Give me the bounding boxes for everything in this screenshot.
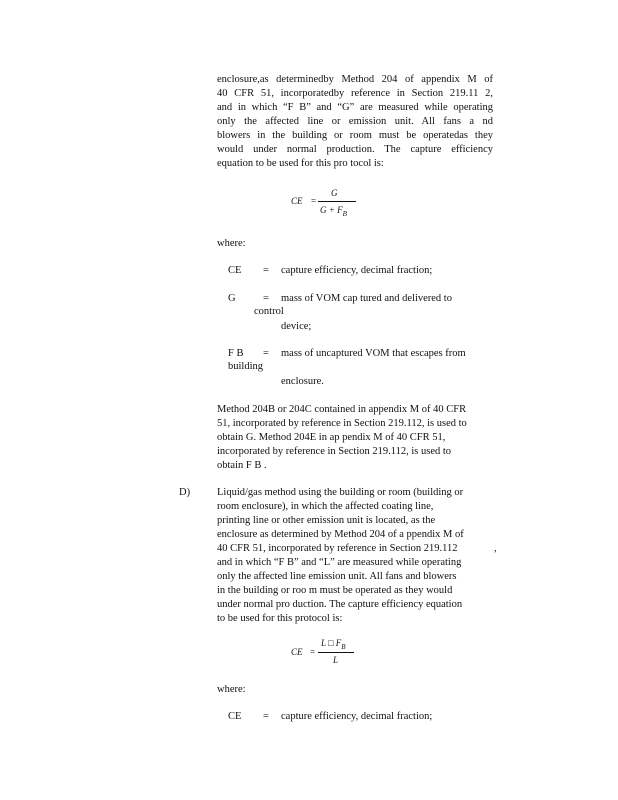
- definition-equals: =: [263, 265, 269, 276]
- text-line: Method 204B or 204C contained in appendix M of 40 CFR: [217, 404, 467, 415]
- definition-symbol: CE: [228, 265, 242, 276]
- definition-symbol: F B: [228, 348, 244, 359]
- equation-equals: =: [311, 196, 317, 206]
- definition-text: mass of VOM cap tured and delivered to: [281, 293, 452, 304]
- equation-numerator: G: [331, 188, 338, 198]
- text-line: blowers in the building or room must be operatedas they: [217, 130, 493, 141]
- definition-continuation: device;: [281, 321, 312, 332]
- definition-continuation: control: [254, 306, 284, 317]
- definition-text: capture efficiency, decimal fraction;: [281, 711, 433, 722]
- where-label: where:: [217, 684, 246, 695]
- text-line: enclosure as determined by Method 204 of a ppendix M of: [217, 529, 464, 540]
- text-line: enclosure,as determinedby Method 204 of appendix M of: [217, 74, 493, 85]
- fraction-bar: [318, 201, 356, 202]
- equation-denominator: L: [333, 655, 339, 665]
- text-line: obtain G. Method 204E in ap pendix M of 40 CFR 51,: [217, 432, 446, 443]
- text-line: only the affected line or emission unit. All fans a nd: [217, 116, 493, 127]
- text-line: would under normal production. The capture efficiency: [217, 144, 493, 155]
- text-line: to be used for this protocol is:: [217, 613, 343, 624]
- definition-text: capture efficiency, decimal fraction;: [281, 265, 433, 276]
- text-line: and in which “F B” and “L” are measured while operating: [217, 557, 462, 568]
- definition-text: mass of uncaptured VOM that escapes from: [281, 348, 466, 359]
- item-label: D): [179, 487, 191, 498]
- equation-numerator: L □ $F_B$: [321, 638, 346, 651]
- equation-denominator: $G + F_B$: [320, 205, 347, 218]
- stray-comma: ,: [494, 543, 497, 554]
- definition-symbol: G: [228, 293, 236, 304]
- text-line: and in which “F B” and “G” are measured while operating: [217, 102, 493, 113]
- text-line: under normal pro duction. The capture efficiency equation: [217, 599, 463, 610]
- fraction-bar: [318, 652, 354, 653]
- text-line: 40 CFR 51, incorporatedby reference in Section 219.11 2,: [217, 88, 493, 99]
- definition-equals: =: [263, 348, 269, 359]
- text-line: printing line or other emission unit is located, as the: [217, 515, 436, 526]
- definition-symbol: CE: [228, 711, 242, 722]
- text-line: incorporated by reference in Section 219.112, is used to: [217, 446, 452, 457]
- text-line: 40 CFR 51, incorporated by reference in Section 219.112: [217, 543, 458, 554]
- text-line: room enclosure), in which the affected coating line,: [217, 501, 434, 512]
- equation-lhs: CE: [291, 196, 303, 206]
- where-label: where:: [217, 238, 246, 249]
- equation-equals: =: [310, 647, 316, 657]
- definition-equals: =: [263, 711, 269, 722]
- text-line: only the affected line emission unit. All fans and blowers: [217, 571, 457, 582]
- equation-lhs: CE: [291, 647, 303, 657]
- text-line: equation to be used for this pro tocol is:: [217, 158, 384, 169]
- definition-continuation: building: [228, 361, 264, 372]
- text-line: in the building or roo m must be operated as they would: [217, 585, 453, 596]
- text-line: obtain F B .: [217, 460, 267, 471]
- text-line: Liquid/gas method using the building or room (building or: [217, 487, 464, 498]
- definition-continuation: enclosure.: [281, 376, 324, 387]
- definition-equals: =: [263, 293, 269, 304]
- text-line: 51, incorporated by reference in Section 219.112, is used to: [217, 418, 467, 429]
